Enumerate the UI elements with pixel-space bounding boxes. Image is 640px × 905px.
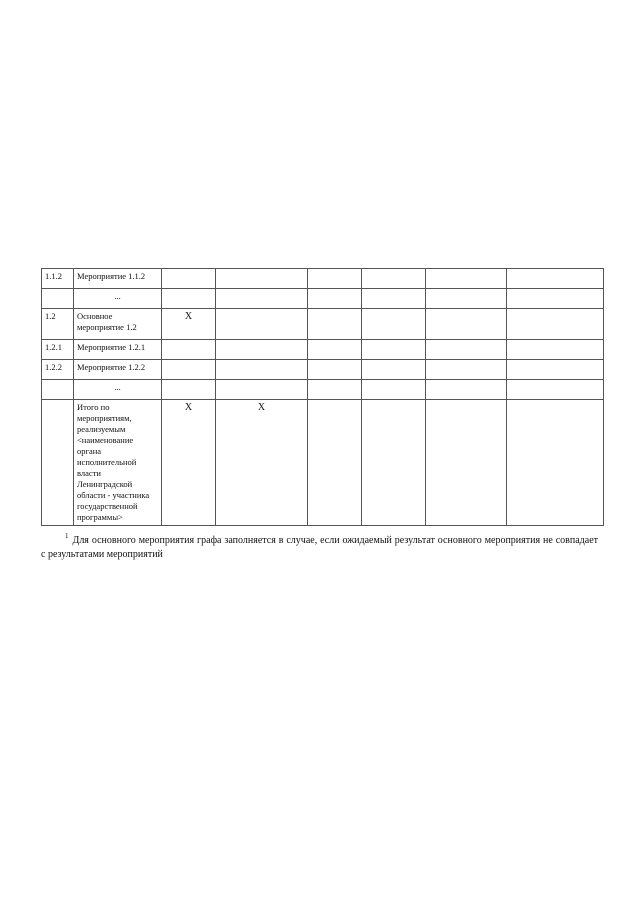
empty-cell [362, 269, 426, 289]
empty-cell [426, 340, 507, 360]
empty-cell [507, 400, 604, 526]
empty-cell [426, 400, 507, 526]
table-row [42, 289, 604, 309]
empty-cell [362, 400, 426, 526]
mark-cell [216, 289, 308, 309]
activity-name: Мероприятие 1.1.2 [74, 269, 162, 289]
empty-cell [507, 309, 604, 340]
footnote-text: Для основного мероприятия графа заполняется в случае, если ожидаемый результат основного мероприятия не совпадает с результатами мероприятий [41, 535, 598, 560]
empty-cell [507, 269, 604, 289]
activity-name: Основное мероприятие 1.2 [74, 309, 162, 340]
empty-cell [507, 380, 604, 400]
table-row [42, 360, 604, 380]
empty-cell [426, 289, 507, 309]
empty-cell [426, 269, 507, 289]
empty-cell [362, 309, 426, 340]
ellipsis-cell: ... [74, 380, 162, 400]
empty-cell [308, 380, 362, 400]
empty-cell [507, 360, 604, 380]
table-total-row [42, 400, 604, 526]
row-number: 1.2 [42, 309, 74, 340]
empty-cell [362, 380, 426, 400]
empty-cell [362, 360, 426, 380]
empty-cell [308, 360, 362, 380]
mark-cell [216, 309, 308, 340]
mark-cell: X [216, 400, 308, 526]
empty-cell [362, 340, 426, 360]
empty-cell [426, 380, 507, 400]
mark-cell [216, 269, 308, 289]
mark-cell [216, 340, 308, 360]
activity-name: Мероприятие 1.2.1 [74, 340, 162, 360]
empty-cell [507, 340, 604, 360]
activity-name: Мероприятие 1.2.2 [74, 360, 162, 380]
row-number: 1.2.2 [42, 360, 74, 380]
mark-cell [162, 360, 216, 380]
row-number [42, 289, 74, 309]
empty-cell [507, 289, 604, 309]
mark-cell [162, 380, 216, 400]
empty-cell [362, 289, 426, 309]
mark-cell [162, 340, 216, 360]
mark-cell: X [162, 400, 216, 526]
row-number: 1.1.2 [42, 269, 74, 289]
ellipsis-cell: ... [74, 289, 162, 309]
row-number [42, 400, 74, 526]
table-row [42, 380, 604, 400]
empty-cell [308, 269, 362, 289]
mark-cell [162, 289, 216, 309]
empty-cell [308, 400, 362, 526]
mark-cell [216, 380, 308, 400]
empty-cell [308, 289, 362, 309]
footnote [41, 529, 598, 562]
mark-cell [216, 360, 308, 380]
table-row [42, 309, 604, 340]
program-activities-table [41, 268, 604, 526]
activity-name: Итого по мероприятиям, реализуемым <наименование органа исполнительной власти Ленинградской области - участника государственной программы> [74, 400, 162, 526]
row-number: 1.2.1 [42, 340, 74, 360]
mark-cell [162, 269, 216, 289]
table-row [42, 340, 604, 360]
empty-cell [426, 309, 507, 340]
mark-cell: X [162, 309, 216, 340]
empty-cell [308, 309, 362, 340]
row-number [42, 380, 74, 400]
table-row [42, 269, 604, 289]
empty-cell [308, 340, 362, 360]
empty-cell [426, 360, 507, 380]
footnote-marker: 1 [65, 532, 69, 540]
